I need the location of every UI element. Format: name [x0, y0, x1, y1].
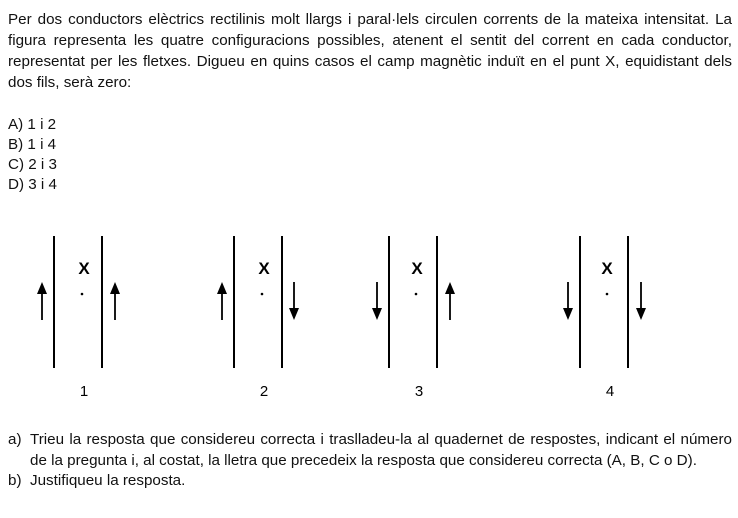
- instruction-b-label: b): [8, 472, 22, 489]
- question-stem: Per dos conductors elèctrics rectilinis molt llargs i paral·lels circulen corrents de la mateixa intensitat. La figura representa les quatre configuracions possibles, atenent el sentit del corrent en cada conductor, representat per les fletxes. Digueu en quins casos el camp magnètic induït en el punt X, equidistant dels dos fils, serà zero:: [8, 11, 732, 91]
- point-x-label-2: X: [258, 259, 270, 278]
- current-arrow-right-4-head: [636, 308, 646, 320]
- current-arrow-left-1: [37, 282, 47, 320]
- option-c: C) 2 i 3: [8, 156, 57, 173]
- configuration-number-1: 1: [79, 383, 89, 400]
- configuration-number-3: 3: [414, 383, 424, 400]
- conductors-figure: [0, 228, 738, 408]
- instruction-a: [8, 430, 732, 471]
- configuration-3: [372, 236, 455, 400]
- point-x-dot-2: [261, 293, 264, 296]
- current-arrow-left-3: [372, 282, 382, 320]
- current-arrow-right-3-head: [445, 282, 455, 294]
- current-arrow-right-4: [636, 282, 646, 320]
- point-x-label-3: X: [411, 259, 423, 278]
- point-x-label-4: X: [601, 259, 613, 278]
- configuration-number-4: 4: [605, 383, 615, 400]
- option-b: B) 1 i 4: [8, 136, 57, 153]
- instructions: [8, 430, 732, 492]
- instruction-b-text: Justifiqueu la resposta.: [30, 472, 186, 489]
- configuration-4: [563, 236, 646, 400]
- current-arrow-right-2-head: [289, 308, 299, 320]
- configuration-2: [217, 236, 299, 400]
- option-a: A) 1 i 2: [8, 116, 57, 133]
- point-x-dot-1: [81, 293, 84, 296]
- configuration-1: [37, 236, 120, 400]
- point-x-dot-3: [415, 293, 418, 296]
- configuration-number-2: 2: [259, 383, 269, 400]
- current-arrow-left-4: [563, 282, 573, 320]
- current-arrow-left-1-head: [37, 282, 47, 294]
- instruction-a-text: Trieu la resposta que considereu correcta i traslladeu-la al quadernet de respostes, indicant el número de la pregunta i, al costat, la lletra que precedeix la resposta que considereu correcta (A, B, C o D).: [30, 431, 732, 469]
- current-arrow-right-1-head: [110, 282, 120, 294]
- point-x-label-1: X: [78, 259, 90, 278]
- point-x-dot-4: [606, 293, 609, 296]
- current-arrow-left-4-head: [563, 308, 573, 320]
- current-arrow-right-1: [110, 282, 120, 320]
- instruction-b: [8, 471, 732, 492]
- current-arrow-left-3-head: [372, 308, 382, 320]
- instruction-a-label: a): [8, 431, 22, 448]
- current-arrow-left-2-head: [217, 282, 227, 294]
- current-arrow-left-2: [217, 282, 227, 320]
- current-arrow-right-2: [289, 282, 299, 320]
- current-arrow-right-3: [445, 282, 455, 320]
- answer-options: [8, 115, 57, 195]
- option-d: D) 3 i 4: [8, 176, 57, 193]
